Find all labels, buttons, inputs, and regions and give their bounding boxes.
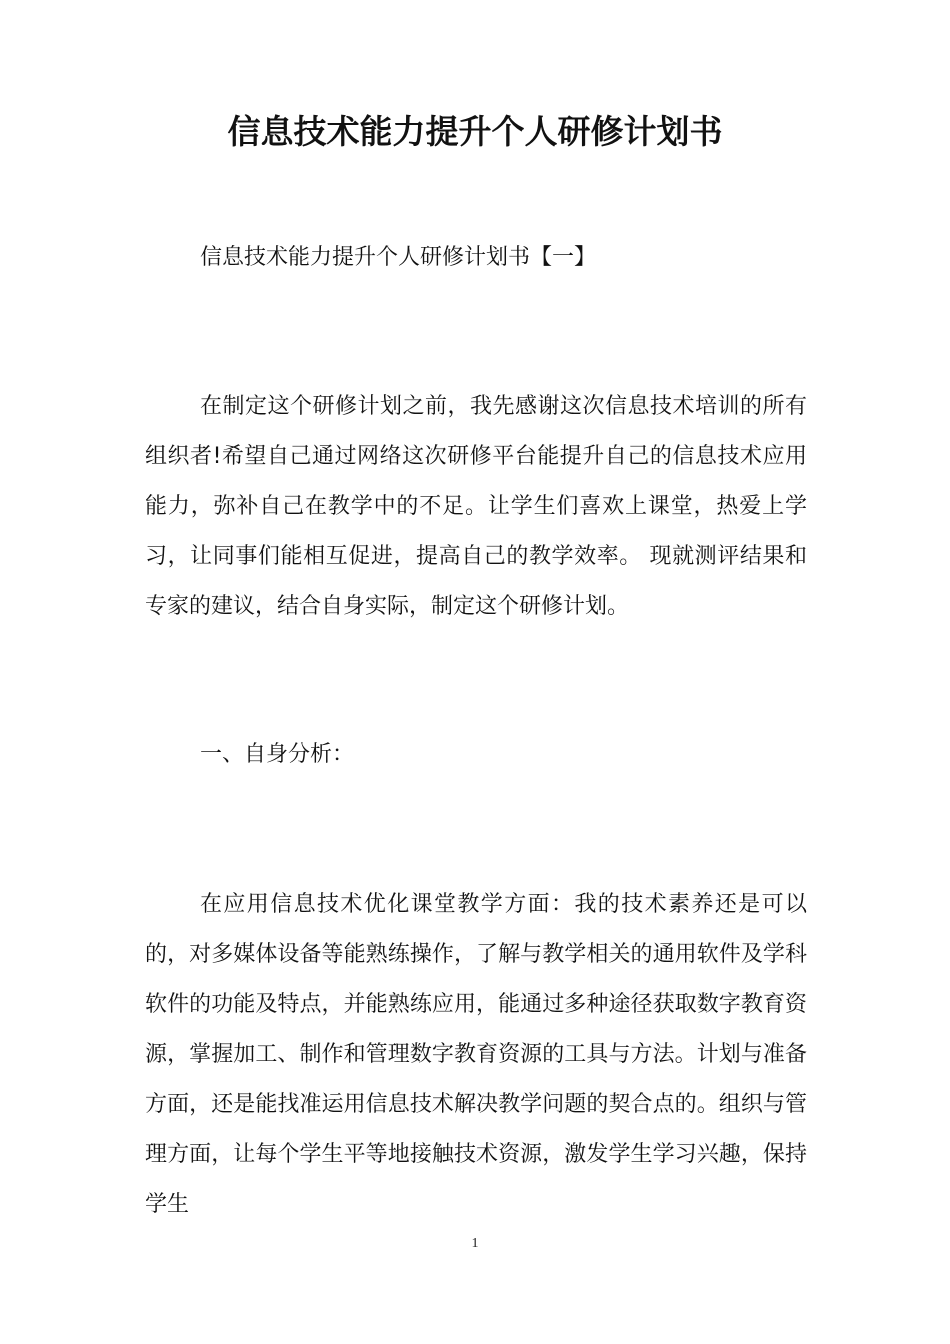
section-heading-self-analysis: 一、自身分析： <box>200 742 355 767</box>
document-title: 信息技术能力提升个人研修计划书 <box>227 112 723 151</box>
paragraph-intro: 在制定这个研修计划之前，我先感谢这次信息技术培训的所有组织者!希望自己通过网络这次研修平台能提升自己的信息技术应用能力，弥补自己在教学中的不足。让学生们喜欢上课堂，热爱上学习，让同事们能相互促进，提高自己的教学效率。 现就测评结果和专家的建议，结合自身实际，制定这个研修计划。 <box>145 394 807 619</box>
document-subtitle: 信息技术能力提升个人研修计划书【一】 <box>200 245 597 270</box>
page-number: 1 <box>471 1236 479 1251</box>
paragraph-self-analysis: 在应用信息技术优化课堂教学方面：我的技术素养还是可以的，对多媒体设备等能熟练操作，了解与教学相关的通用软件及学科软件的功能及特点，并能熟练应用，能通过多种途径获取数字教育资源，掌握加工、制作和管理数字教育资源的工具与方法。计划与准备方面，还是能找准运用信息技术解决教学问题的契合点的。组织与管理方面，让每个学生平等地接触技术资源，激发学生学习兴趣，保持学生 <box>145 892 807 1217</box>
